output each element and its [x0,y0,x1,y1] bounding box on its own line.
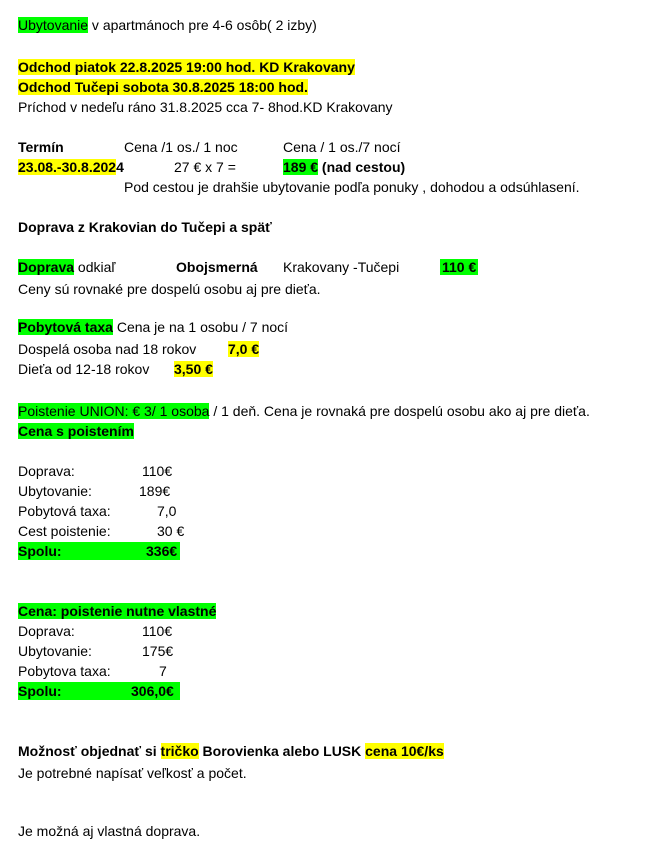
summary1-transport-value: 110€ [142,463,173,479]
summary2-accommodation-label: Ubytovanie: [18,643,92,659]
summary1-insurance-value: 30 € [157,523,185,539]
summary1-tax-label: Pobytová taxa: [18,503,111,519]
summary1-tax-value: 7,0 [157,503,177,519]
insurance-line: Poistenie UNION: € 3/ 1 osoba / 1 deň. Cena je rovnaká pre dospelú osobu ako aj pre dieťa. [18,403,590,419]
departure-line: Odchod piatok 22.8.2025 19:00 hod. KD Krakovany [18,59,355,75]
summary2-transport-value: 110€ [142,623,173,639]
return-departure-line: Odchod Tučepi sobota 30.8.2025 18:00 hod. [18,79,308,95]
summary2-tax-label: Pobytova taxa: [18,663,111,679]
price-per-night-header: Cena /1 os./ 1 noc [124,139,238,155]
accommodation-note: Pod cestou je drahšie ubytovanie podľa ponuky , dohodou a odsúhlasení. [124,179,580,195]
price-own-insurance-heading: Cena: poistenie nutne vlastné [18,603,217,619]
transport-price: 110 € [442,259,477,275]
price-calculation: 27 € x 7 = [174,159,236,175]
tax-adult-label: Dospelá osoba nad 18 rokov [18,341,197,357]
transport-label: Doprava odkiaľ [18,259,116,275]
summary1-total-value: 336€ [146,543,178,559]
insurance-heading: Cena s poistením [18,423,134,439]
own-transport-note: Je možná aj vlastná doprava. [18,823,201,839]
summary1-total-label: Spolu: [18,543,62,559]
term-header: Termín [18,139,64,155]
tax-line: Pobytová taxa Cena je na 1 osobu / 7 nocí [18,319,289,335]
summary1-insurance-label: Cest poistenie: [18,523,111,539]
arrival-line: Príchod v nedeľu ráno 31.8.2025 cca 7- 8hod.KD Krakovany [18,99,393,115]
accommodation-line: Ubytovanie v apartmánoch pre 4-6 osôb( 2 izby) [18,17,317,33]
summary2-tax-value: 7 [159,663,167,679]
tax-child-label: Dieťa od 12-18 rokov [18,361,150,377]
week-price: 189 € (nad cestou) [283,159,406,175]
tshirt-note: Je potrebné napísať veľkosť a počet. [18,765,247,781]
price-per-week-header: Cena / 1 os./7 nocí [283,139,401,155]
summary2-total-value: 306,0€ [131,683,174,699]
tax-adult-price: 7,0 € [228,341,260,357]
summary1-accommodation-label: Ubytovanie: [18,483,92,499]
summary2-transport-label: Doprava: [18,623,75,639]
prices-note: Ceny sú rovnaké pre dospelú osobu aj pre dieťa. [18,281,321,297]
tshirt-line: Možnosť objednať si tričko Borovienka alebo LUSK cena 10€/ks [18,743,444,759]
tax-child-price: 3,50 € [174,361,213,377]
accommodation-label: Ubytovanie [18,17,89,33]
summary2-total-label: Spolu: [18,683,62,699]
transport-type: Obojsmerná [176,259,258,275]
transport-route: Krakovany -Tučepi [283,259,400,275]
transport-heading: Doprava z Krakovian do Tučepi a späť [18,219,272,235]
summary1-accommodation-value: 189€ [139,483,171,499]
summary1-transport-label: Doprava: [18,463,75,479]
summary2-accommodation-value: 175€ [142,643,174,659]
term-dates: 23.08.-30.8.2024 [18,159,124,175]
